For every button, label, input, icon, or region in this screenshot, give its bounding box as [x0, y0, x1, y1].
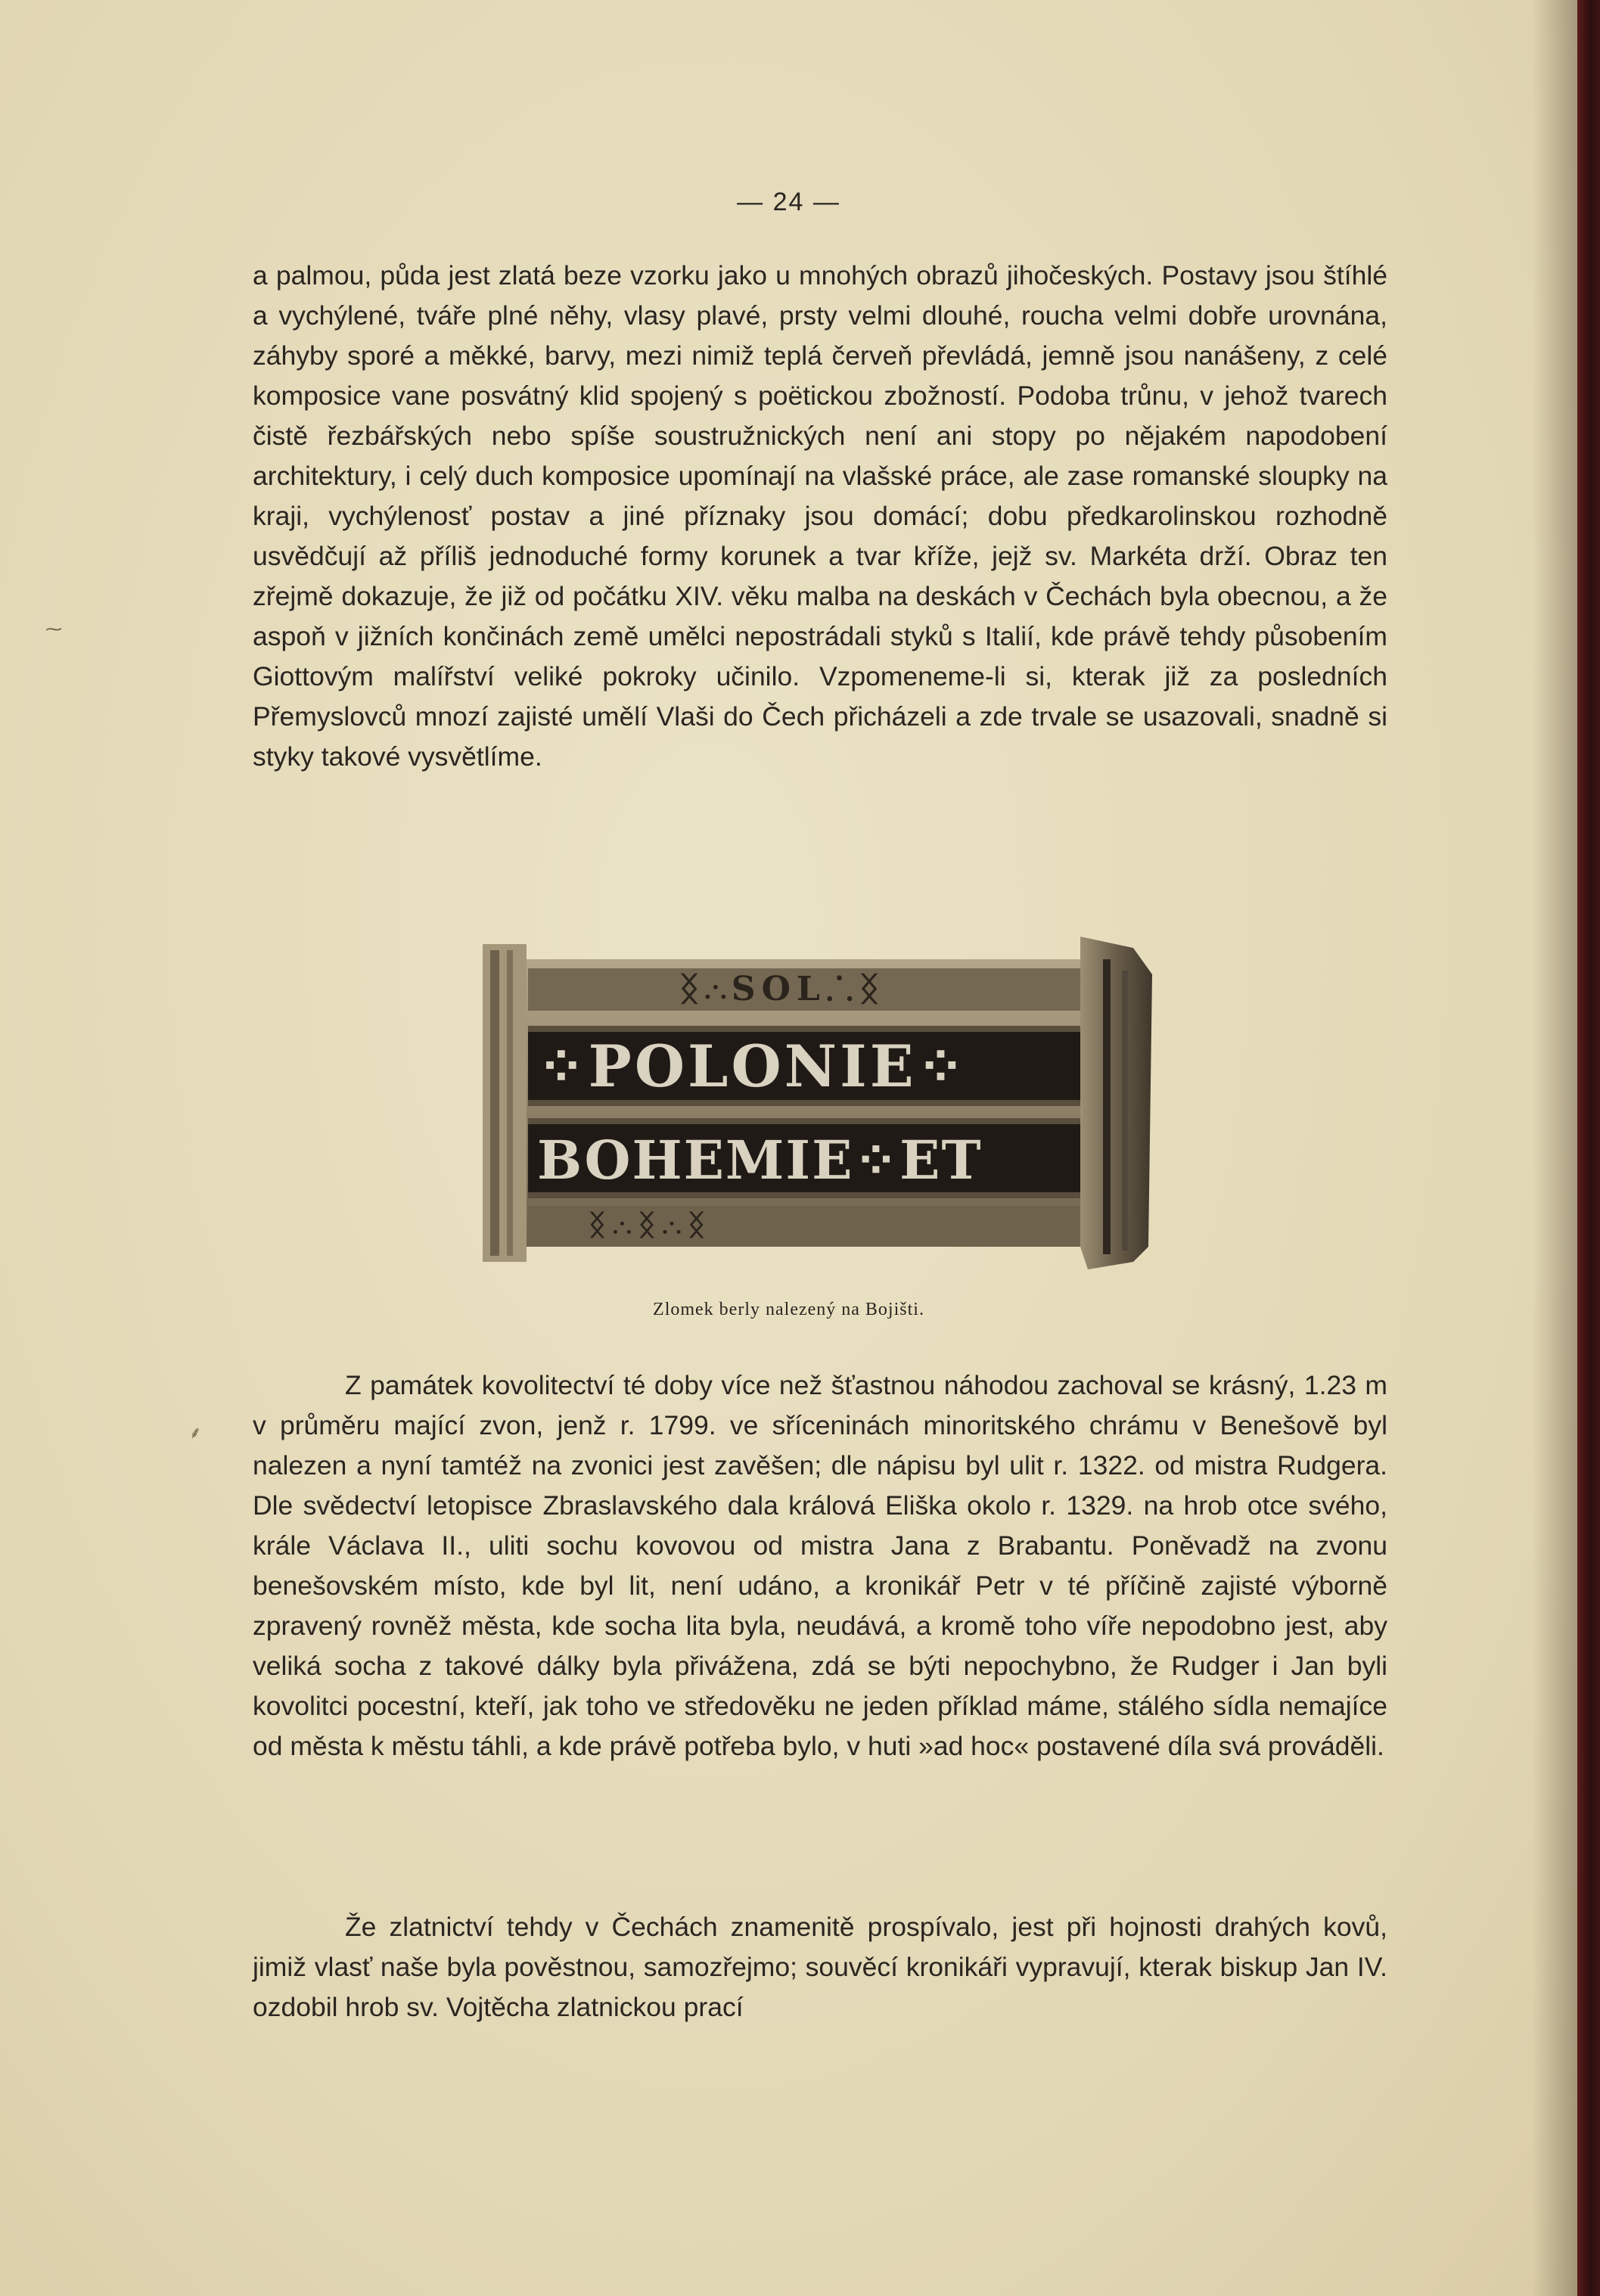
book-binding: [1577, 0, 1600, 2296]
paragraph-2: Z památek kovolitectví té doby více než šťastnou náhodou zachoval se krásný, 1.23 m v průměru mající zvon, jenž r. 1799. ve sříceninách minoritského chrámu v Benešově byl nalezen a nyní tamtéž na zvonici jest zavěšen; dle nápisu byl ulit r. 1322. od mistra Rudgera. Dle svědectví letopisce Zbraslavského dala králová Eliška okolo r. 1329. na hrob otce svého, krále Václava II., uliti sochu kovovou od mistra Jana z Brabantu. Poněvadž na zvonu benešovském místo, kde byl lit, není udáno, a kronikář Petr v té příčině zajisté výborně zpravený rovněž města, kde socha lita byla, neudává, a kromě toho víře nepodobno jest, aby veliká socha z takové dálky byla přivážena, zdá se býti nepochybno, že Rudger i Jan byli kovolitci pocestní, kteří, jak toho ve středověku ne jeden příklad máme, stálého sídla nemajíce od města k městu táhli, a kde právě potřeba bylo, v huti »ad hoc« postavené díla svá prováděli.: [253, 1370, 1387, 1761]
inscription-bottom-text: BOHEMIE⁘ET: [537, 1129, 983, 1191]
margin-mark-left: ⁓: [45, 620, 62, 639]
figure-crozier-fragment: [483, 929, 1163, 1277]
page-number: — 24 —: [737, 188, 840, 216]
binding-shadow: [1532, 0, 1577, 2296]
fragment-left-cap: [483, 944, 527, 1262]
paragraph-block-top: [253, 256, 1387, 777]
paragraph-block-bottom: [253, 1907, 1387, 2027]
paragraph-3: Že zlatnictví tehdy v Čechách znamenitě prospívalo, jest při hojnosti drahých kovů, jimiž vlasť naše byla pověstnou, samozřejmo; souvěcí kronikáři vypravují, kterak biskup Jan IV. ozdobil hrob sv. Vojtěcha zlatnickou prací: [253, 1912, 1387, 2022]
paragraph-block-middle: [253, 1365, 1387, 1766]
margin-mark-left-2: ⸙: [189, 1424, 202, 1443]
inscription-top-text: ⁘POLONIE⁘: [537, 1033, 968, 1100]
fragment-right-cap: [1080, 937, 1152, 1269]
bottom-fragment-text: ᛝ⸫ᛝ⸫ᛝ: [589, 1207, 713, 1241]
figure-caption: Zlomek berly nalezený na Bojišti.: [653, 1300, 924, 1319]
crozier-fragment-image: [483, 929, 1163, 1277]
top-fragment-text: ᛝ⸫SOL⸫ᛝ: [679, 970, 886, 1008]
paragraph-1: a palmou, půda jest zlatá beze vzorku jako u mnohých obrazů jihočeských. Postavy jsou štíhlé a vychýlené, tváře plné něhy, vlasy plavé, prsty velmi dlouhé, roucha velmi dobře urovnána, záhyby sporé a měkké, barvy, mezi nimiž teplá červeň převládá, jemně jsou nanášeny, z celé komposice vane posvátný klid spojený s poëtickou zbožností. Podoba trůnu, v jehož tvarech čistě řezbářských nebo spíše soustružnických není ani stopy po nějakém napodobení architektury, i celý duch komposice upomínají na vlašské práce, ale zase romanské sloupky na kraji, vychýlenosť postav a jiné příznaky jsou domácí; dobu předkarolinskou rozhodně usvědčují až příliš jednoduché formy korunek a tvar kříže, jejž sv. Markéta drží. Obraz ten zřejmě dokazuje, že již od počátku XIV. věku malba na deskách v Čechách byla obecnou, a že aspoň v jižních končinách země umělci nepostrádali styků s Italií, kde právě tehdy působením Giottovým malířství veliké pokroky učinilo. Vzpomeneme-li si, kterak již za posledních Přemyslovců mnozí zajisté umělí Vlaši do Čech přicházeli a zde trvale se usazovali, snadně si styky takové vysvětlíme.: [253, 260, 1387, 772]
